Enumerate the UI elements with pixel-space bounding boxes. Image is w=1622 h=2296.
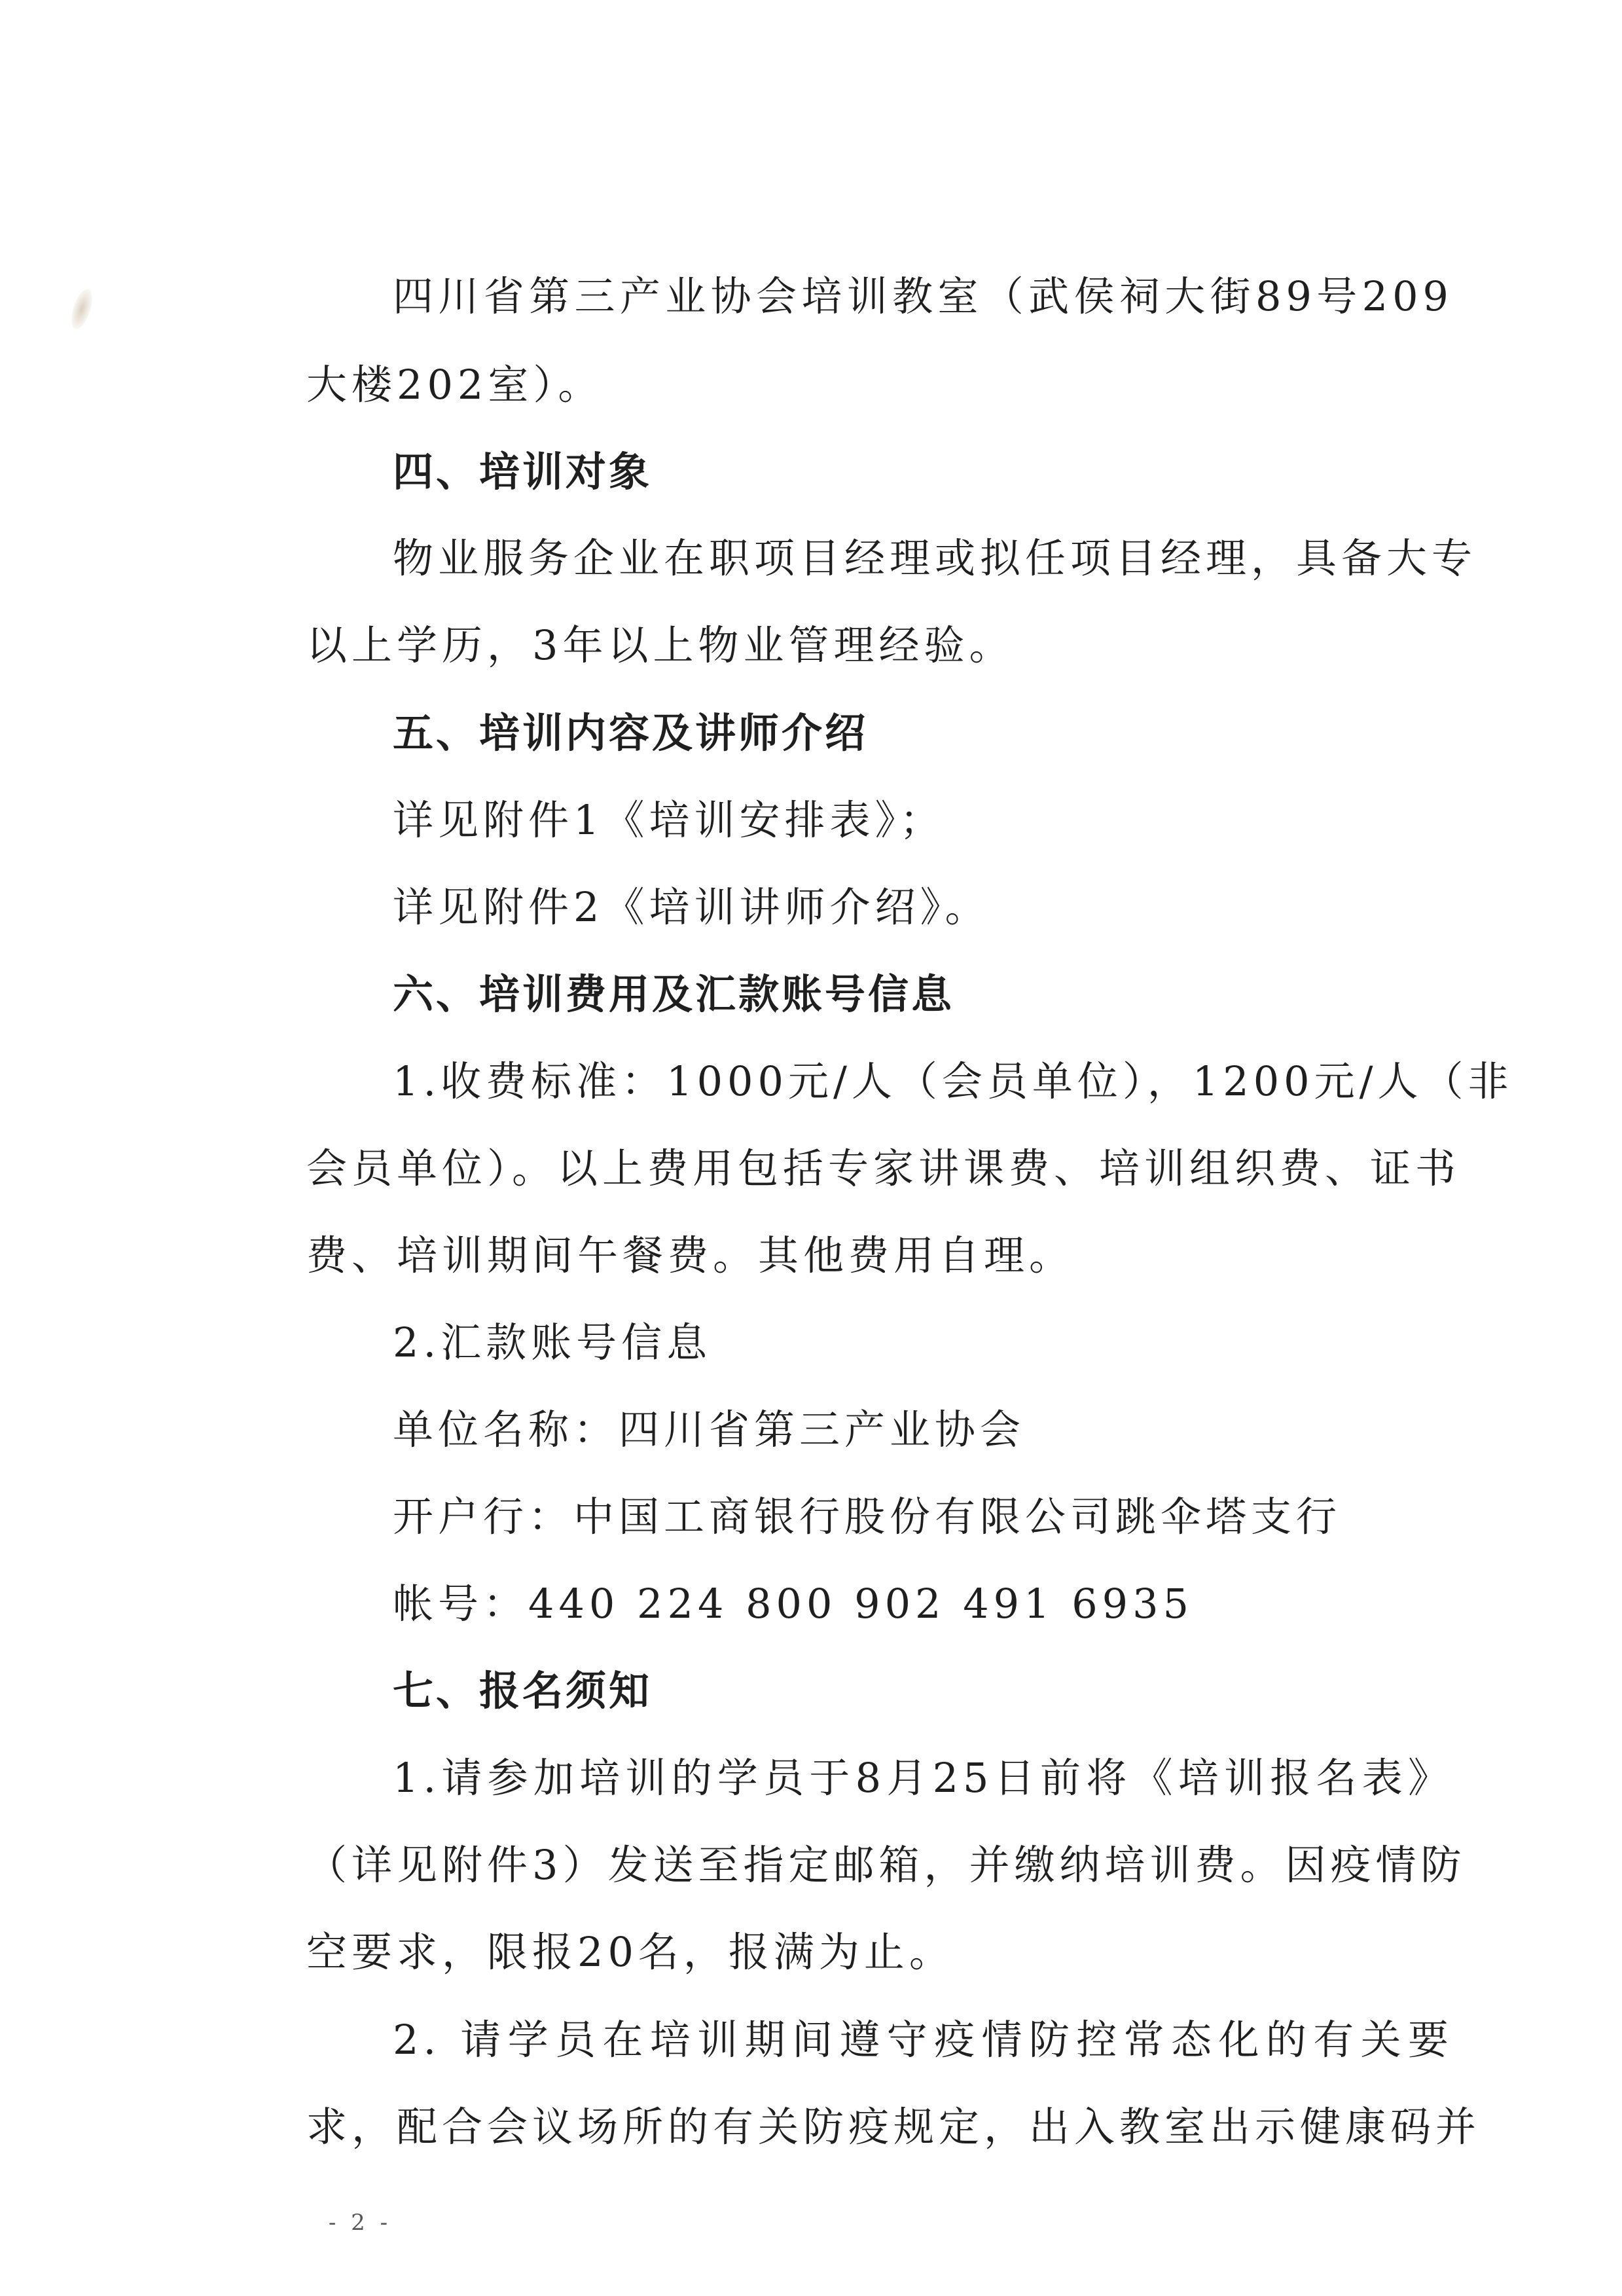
- paragraph-line: 以上学历，3年以上物业管理经验。: [306, 621, 1015, 669]
- page-number: - 2 -: [328, 2210, 392, 2236]
- section-heading: 六、培训费用及汇款账号信息: [393, 970, 955, 1018]
- section-heading: 五、培训内容及讲师介绍: [393, 709, 869, 757]
- paragraph-line: 大楼202室）。: [306, 361, 604, 409]
- paragraph-line: 详见附件2《培训讲师介绍》。: [393, 883, 990, 931]
- section-heading: 四、培训对象: [393, 448, 653, 496]
- paragraph-line: 费、培训期间午餐费。其他费用自理。: [306, 1231, 1075, 1279]
- paragraph-line: 会员单位）。以上费用包括专家讲课费、培训组织费、证书: [306, 1144, 1461, 1192]
- paragraph-line: 2. 请学员在培训期间遵守疫情防控常态化的有关要: [393, 2016, 1453, 2064]
- paragraph-line: 详见附件1《培训安排表》；: [393, 796, 945, 844]
- paragraph-line: 2.汇款账号信息: [393, 1319, 712, 1366]
- paragraph-line: 单位名称：四川省第三产业协会: [393, 1406, 1026, 1453]
- paragraph-line: 求，配合会议场所的有关防疫规定，出入教室出示健康码并: [306, 2103, 1481, 2151]
- paragraph-line: 物业服务企业在职项目经理或拟任项目经理，具备大专: [393, 534, 1477, 582]
- paper-smudge: [67, 287, 97, 332]
- paragraph-line: 帐号：440 224 800 902 491 6935: [393, 1580, 1194, 1628]
- paragraph-line: 空要求，限报20名，报满为止。: [306, 1928, 954, 1976]
- paragraph-line: 1.收费标准：1000元/人（会员单位），1200元/人（非: [393, 1057, 1513, 1105]
- paragraph-line: （详见附件3）发送至指定邮箱，并缴纳培训费。因疫情防: [306, 1841, 1466, 1889]
- paragraph-line: 开户行：中国工商银行股份有限公司跳伞塔支行: [393, 1493, 1342, 1540]
- paragraph-line: 1.请参加培训的学员于8月25日前将《培训报名表》: [393, 1754, 1453, 1802]
- section-heading: 七、报名须知: [393, 1667, 653, 1715]
- paragraph-line: 四川省第三产业协会培训教室（武侯祠大街89号209: [393, 272, 1453, 320]
